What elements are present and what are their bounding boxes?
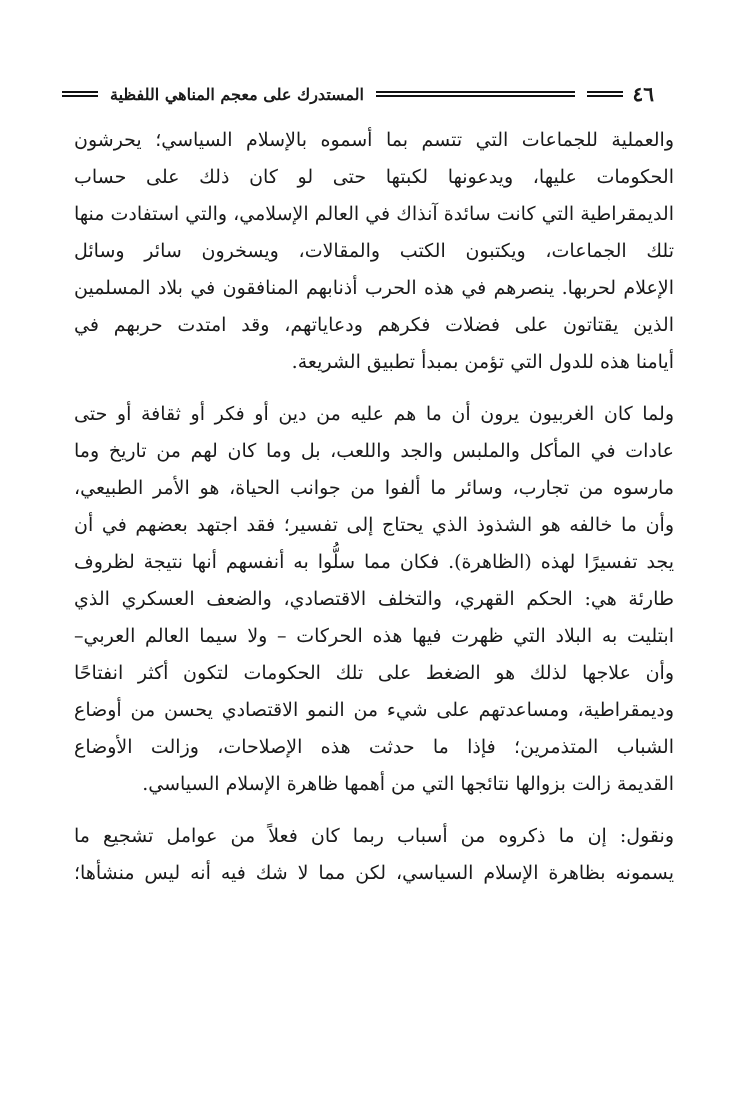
text-line: طارئة هي: الحكم القهري، والتخلف الاقتصادي، والضعف العسكري الذي: [74, 588, 674, 610]
body-text: [74, 122, 674, 892]
header-rule-right: [587, 91, 623, 97]
header-rule-left: [62, 91, 98, 97]
paragraph-2: [74, 396, 674, 803]
text-line: تلك الجماعات، ويكتبون الكتب والمقالات، ويسخرون سائر وسائل: [74, 240, 674, 262]
text-line: وأن علاجها لذلك هو الضغط على تلك الحكومات لتكون أكثر انفتاحًا: [74, 662, 674, 684]
text-line: يسمونه بظاهرة الإسلام السياسي، لكن مما لا شك فيه أنه ليس منشأها؛: [74, 862, 674, 884]
text-line: أيامنا هذه للدول التي تؤمن بمبدأ تطبيق الشريعة.: [291, 351, 674, 373]
text-line: مارسوه من تجارب، وسائر ما ألفوا من جوانب الحياة، هو الأمر الطبيعي،: [74, 477, 674, 499]
text-line: ابتليت به البلاد التي ظهرت فيها هذه الحركات – ولا سيما العالم العربي–: [74, 625, 674, 647]
text-line: الذين يقتاتون على فضلات فكرهم ودعاياتهم، وقد امتدت حربهم في: [74, 314, 674, 336]
paragraph-1: [74, 122, 674, 381]
running-header: [62, 80, 658, 108]
text-line: الشباب المتذمرين؛ فإذا ما حدثت هذه الإصلاحات، وزالت الأوضاع: [74, 736, 674, 758]
text-line: الحكومات عليها، ويدعونها لكبتها حتى لو كان ذلك على حساب: [74, 166, 674, 188]
text-line: ونقول: إن ما ذكروه من أسباب ربما كان فعلاً من عوامل تشجيع ما: [74, 825, 674, 847]
header-rule-middle: [376, 91, 575, 97]
text-line: وديمقراطية، ومساعدتهم على شيء من النمو الاقتصادي يحسن من أوضاع: [74, 699, 674, 721]
text-line: عادات في المأكل والملبس والجد واللعب، بل وما كان لهم من تاريخ وما: [74, 440, 674, 462]
text-line: القديمة زالت بزوالها نتائجها التي من أهمها ظاهرة الإسلام السياسي.: [142, 773, 674, 795]
paragraph-3: [74, 818, 674, 892]
text-line: الديمقراطية التي كانت سائدة آنذاك في العالم الإسلامي، والتي استفادت منها: [74, 203, 674, 225]
text-line: يجد تفسيرًا لهذه (الظاهرة). فكان مما سلُّوا به أنفسهم أنها نتيجة لظروف: [74, 551, 674, 573]
text-line: الإعلام لحربها. ينصرهم في هذه الحرب أذنابهم المنافقون في بلاد المسلمين: [74, 277, 674, 299]
text-line: ولما كان الغربيون يرون أن ما هم عليه من دين أو فكر أو ثقافة أو حتى: [74, 403, 674, 425]
page-number: ٤٦: [632, 82, 654, 106]
text-line: والعملية للجماعات التي تتسم بما أسموه بالإسلام السياسي؛ يحرشون: [74, 129, 674, 151]
text-line: وأن ما خالفه هو الشذوذ الذي يحتاج إلى تفسير؛ فقد اجتهد بعضهم في أن: [74, 514, 674, 536]
book-title: المستدرك على معجم المناهي اللفظية: [110, 84, 364, 104]
